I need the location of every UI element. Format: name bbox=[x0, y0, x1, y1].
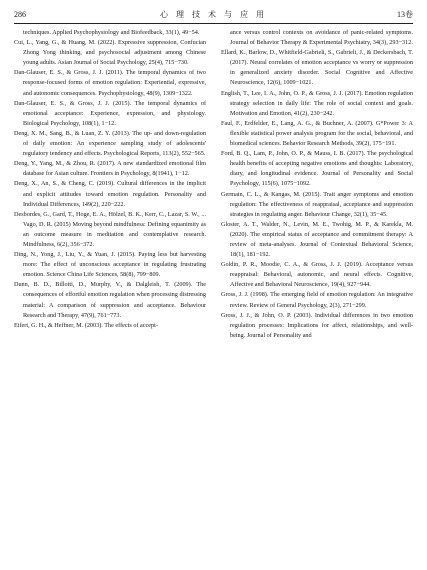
page-number: 286 bbox=[14, 10, 26, 19]
reference-entry: Gloster, A. T., Walder, N., Levin, M. E., Twohig, M. P., & Karekla, M. (2020). The empirical status of acceptance and commitment therapy: A review of meta-analyses. Journal of Contextual Behavioral Science, 18(1), 181−192. bbox=[221, 220, 413, 259]
reference-entry: Dan-Glauser, E. S., & Gross, J. J. (2011). The temporal dynamics of two response-focused forms of emotion regulation: Experiential, expressive, and autonomic consequences. Psychophysiology, 48(9), 1309−1322. bbox=[14, 69, 206, 97]
reference-entry: Cui, L., Yang, G., & Huang, M. (2022). Expressive suppression, Confucian Zhong Yong thinking, and psychosocial adjustment among Chinese young adults. Asian Journal of Social Psychology, 25(4), 715−730. bbox=[14, 39, 206, 67]
reference-entry: Eifert, G. H., & Heffner, M. (2003). The effects of accept- bbox=[14, 321, 158, 329]
left-reference-column bbox=[14, 28, 206, 331]
reference-entry: Ellard, K., Barlow, D., Whitfield-Gabrieli, S., Gabrieli, J., & Deckersbach, T. (2017). Neural correlates of emotion acceptance vs worry or suppression in generalized anxiety disorder. Social Cognitive and Affective Neuroscience, 12(6), 1009−1021. bbox=[221, 49, 413, 87]
right-reference-column bbox=[221, 28, 413, 341]
reference-entry: Gross, J. J. (1998). The emerging field of emotion regulation: An integrative review. Review of General Psychology, 2(3), 271−299. bbox=[221, 291, 413, 309]
reference-entry: Deng, X., An, S., & Cheng, C. (2019). Cultural differences in the implicit and explicit attitudes toward emotion regulation. Personality and Individual Differences, 149(2), 220−222. bbox=[14, 180, 206, 208]
reference-entry: Goldin, P. R., Moodie, C. A., & Gross, J. J. (2019). Acceptance versus reappraisal: Behavioral, autonomic, and neural effects. Cognitive, Affective and Behavioral Neuroscience, 19(4), 927−944. bbox=[221, 261, 413, 289]
reference-entry: Deng, Y., Yang, M., & Zhou, R. (2017). A new standardized emotional film database for Asian culture. Frontiers in Psychology, 8(1941), 1−12. bbox=[14, 160, 206, 178]
reference-entry: Dan-Glauser, E. S., & Gross, J. J. (2015). The temporal dynamics of emotional acceptance: Experience, expression, and physiology. Biological Psychology, 108(1), 1−12. bbox=[14, 99, 206, 127]
header-rule bbox=[14, 23, 413, 24]
reference-entry: Faul, F., Erdfelder, E., Lang, A. G., & Buchner, A. (2007). G*Power 3: A flexible statistical power analysis program for the social, behavioral, and biomedical sciences. Behavior Research Methods, 39(2), 175−191. bbox=[221, 119, 413, 148]
volume-label: 13卷 bbox=[397, 10, 413, 19]
reference-entry: English, T., Lee, I. A., John, O. P., & Gross, J. J. (2017). Emotion regulation strategy selection in daily life: The role of social context and goals. Motivation and Emotion, 41(2), 230−242. bbox=[221, 89, 413, 117]
reference-entry: Gross, J. J., & John, O. P. (2003). Individual differences in two emotion regulation processes: Implications for affect, relationships, and well-being. Journal of Personality and bbox=[221, 311, 413, 339]
reference-entry: Deng, X. M., Sang, B., & Luan, Z. Y. (2013). The up- and down-regulation of daily emotion: An experience sampling study of adolescents' regulatory tendency and effects. Psychological Reports, 113(2), 552−565. bbox=[14, 129, 206, 158]
reference-entry: Dunn, B. D., Billotti, D., Murphy, V., & Dalgleish, T. (2009). The consequences of effortful emotion regulation when processing distressing material: A comparison of suppression and acceptance. Behaviour Research and Therapy, 47(9), 761−773. bbox=[14, 281, 206, 319]
page-header bbox=[14, 8, 413, 22]
reference-entry: Ford, B. Q., Lam, P., John, O. P., & Mauss, I. B. (2017). The psychological health benefits of accepting negative emotions and thoughts: Laboratory, diary, and longitudinal evidence. Journal of Personality and Social Psychology, 115(6), 1075−1092. bbox=[221, 150, 413, 188]
reference-entry: techniques. Applied Psychophysiology and Biofeedback, 33(1), 49−54. bbox=[23, 29, 200, 36]
reference-entry: Desbordes, G., Gard, T., Hoge, E. A., Hölzel, B. K., Kerr, C., Lazar, S. W., ... Vago, D. R. (2015) Moving beyond mindfulness: Defining equanimity as an outcome measure in meditation and contemplative research. Mindfulness, 6(2), 356−372. bbox=[14, 210, 206, 248]
reference-entry: Germain, C. L., & Kangas, M. (2015). Trait anger symptoms and emotion regulation: The effectiveness of reappraisal, acceptance and suppression strategies in regulating anger. Behaviour Change, 32(1), 35−45. bbox=[221, 190, 413, 218]
reference-entry: Ding, N., Yong, J., Liu, Y., & Yuan, J. (2015). Paying less but harvesting more: The effect of unconscious acceptance in regulating frustrating emotion. Science China Life Sciences, 58(8), 799−809. bbox=[14, 251, 206, 279]
reference-entry: ance versus control contexts on avoidance of panic-related symptoms. Journal of Behavior Therapy & Experimental Psychiatry, 34(3), 293−312. bbox=[230, 29, 413, 47]
journal-title: 心 理 技 术 与 应 用 bbox=[160, 10, 267, 19]
